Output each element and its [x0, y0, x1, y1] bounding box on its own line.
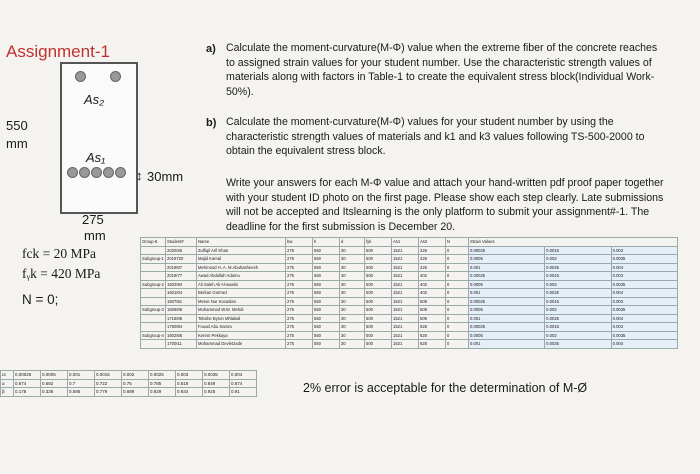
table-cell: 500 [365, 306, 392, 315]
factor-cell: 0.001 [68, 371, 95, 380]
table-cell: 402 [419, 272, 446, 281]
factor-cell: 0.91 [230, 388, 257, 397]
table-cell: 0.004 [611, 289, 677, 298]
table-cell: 30 [340, 306, 365, 315]
col-header: Student# [166, 238, 197, 247]
height-unit: mm [6, 136, 28, 151]
table-cell: 0.001 [469, 314, 545, 323]
table-cell: 550 [313, 306, 340, 315]
table-cell: 1502I94 [166, 280, 197, 289]
table-cell: 550 [313, 263, 340, 272]
table-cell: 1521 [392, 323, 419, 332]
question-a-label: a) [206, 43, 216, 55]
table-cell: 2019720 [166, 255, 197, 264]
table-cell: 550 [313, 297, 340, 306]
table-cell: 509 [419, 314, 446, 323]
factor-cell: 0.0035 [203, 371, 230, 380]
table-cell: 275 [286, 306, 313, 315]
table-cell: 500 [365, 272, 392, 281]
table-row [141, 246, 678, 255]
factor-cell: 0.934 [176, 388, 203, 397]
table-cell [141, 340, 166, 349]
table-cell: 1521 [392, 272, 419, 281]
table-cell: 275 [286, 340, 313, 349]
factor-cell: 0.0025 [149, 371, 176, 380]
table-cell: 0.002 [545, 255, 611, 264]
table-cell: 2019I07 [166, 263, 197, 272]
factor-table [0, 370, 257, 397]
table-cell: 0.0035 [611, 306, 677, 315]
table-cell: 0.0035 [611, 255, 677, 264]
error-footnote: 2% error is acceptable for the determination of M-Ø [303, 381, 588, 395]
table-cell: Awad Abdullah Adamu [197, 272, 286, 281]
table-cell: 0.00025 [469, 297, 545, 306]
table-cell: 0.002 [545, 306, 611, 315]
factor-cell: 0.779 [95, 388, 122, 397]
table-cell: 500 [365, 246, 392, 255]
table-cell: Fouad Abu Samra [197, 323, 286, 332]
width-dimension: 275 [82, 212, 104, 227]
table-cell: 550 [313, 246, 340, 255]
factor-cell: 0.0005 [41, 371, 68, 380]
table-cell: 30 [340, 272, 365, 281]
table-cell: 1601I04 [166, 289, 197, 298]
table-cell: 0 [446, 289, 469, 298]
table-cell: 30 [340, 340, 365, 349]
table-row [141, 306, 678, 315]
table-cell: 30 [340, 297, 365, 306]
col-header: Group-6 [141, 238, 166, 247]
table-cell: 30 [340, 255, 365, 264]
table-cell: 0.0005 [469, 280, 545, 289]
table-cell: 500 [365, 297, 392, 306]
bottom-rebar-icon [103, 167, 114, 178]
table-cell: 0.0005 [469, 306, 545, 315]
table-cell: 275 [286, 255, 313, 264]
table-cell: 0.0015 [545, 297, 611, 306]
table-cell: 0.0005 [469, 331, 545, 340]
table-cell: 0.0015 [545, 323, 611, 332]
table-cell: 30 [340, 289, 365, 298]
table-cell: 1521 [392, 297, 419, 306]
table-cell: 0 [446, 297, 469, 306]
col-header: Strain Values [469, 238, 678, 247]
factor-cell: 0.002 [122, 371, 149, 380]
table-cell: 550 [313, 280, 340, 289]
table-cell [141, 263, 166, 272]
factor-cell: 0.722 [95, 379, 122, 388]
table-cell: Subgroup-2 [142, 281, 164, 287]
factor-row [1, 379, 257, 388]
table-cell [141, 314, 166, 323]
table-cell: 275 [286, 280, 313, 289]
table-cell: 0.003 [611, 323, 677, 332]
factor-cell: α [1, 379, 14, 388]
table-row [141, 272, 678, 281]
table-cell: 0 [446, 280, 469, 289]
table-cell: 0.0015 [545, 272, 611, 281]
table-cell: 1521 [392, 306, 419, 315]
table-cell: 1521 [392, 280, 419, 289]
table-cell: 0 [446, 314, 469, 323]
table-cell: 500 [365, 289, 392, 298]
width-unit: mm [84, 228, 106, 243]
factor-cell: 0.818 [176, 379, 203, 388]
table-row [141, 297, 678, 306]
table-cell: 0.003 [611, 272, 677, 281]
table-cell: Tebohe Byron Mhlakali [197, 314, 286, 323]
table-row [141, 263, 678, 272]
col-header: h [313, 238, 340, 247]
table-row [141, 280, 678, 289]
col-header: Name [197, 238, 286, 247]
table-cell: 500 [365, 340, 392, 349]
factor-cell: 0.785 [149, 379, 176, 388]
table-cell: 275 [286, 323, 313, 332]
table-cell: 0.0025 [545, 314, 611, 323]
table-cell: 0.004 [611, 340, 677, 349]
table-cell [141, 323, 166, 332]
table-cell: 0 [446, 246, 469, 255]
table-cell: 500 [365, 255, 392, 264]
table-cell: Kerem Pekkaya [197, 331, 286, 340]
bottom-rebar-icon [91, 167, 102, 178]
factor-cell: 0.0015 [95, 371, 122, 380]
top-rebar-icon [110, 71, 121, 82]
table-cell: 1602I68 [166, 331, 197, 340]
table-cell: 550 [313, 323, 340, 332]
table-cell: 275 [286, 289, 313, 298]
table-cell: 275 [286, 314, 313, 323]
table-cell: 0.004 [611, 314, 677, 323]
table-cell: 226 [419, 263, 446, 272]
table-cell [141, 289, 166, 298]
table-cell: 30 [340, 314, 365, 323]
col-header: As2 [419, 238, 446, 247]
table-row [141, 314, 678, 323]
table-cell: 275 [286, 263, 313, 272]
top-reinforcement-label: As₂ [84, 92, 105, 107]
factor-cell: 0.004 [230, 371, 257, 380]
question-a-text: Calculate the moment-curvature(M-Φ) value when the extreme fiber of the concrete reaches to assigned strain values for your student number. Use the characteristic strength values of materials along with factors in Table-1 to create the equivalent stress block(Individual Work-50%). [226, 42, 658, 98]
factor-cell: 0.925 [203, 388, 230, 397]
table-cell: 628 [419, 340, 446, 349]
table-cell: 0.001 [469, 263, 545, 272]
table-cell: 500 [365, 314, 392, 323]
bottom-rebar-icon [115, 167, 126, 178]
table-cell: 275 [286, 331, 313, 340]
table-cell: 0.00025 [469, 272, 545, 281]
table-cell: 509 [419, 297, 446, 306]
table-cell: 275 [286, 246, 313, 255]
table-cell: 500 [365, 323, 392, 332]
table-cell: 0.003 [611, 246, 677, 255]
table-cell: 0.00025 [469, 246, 545, 255]
table-row [141, 323, 678, 332]
factor-cell: 0.7 [68, 379, 95, 388]
factor-cell: 0.874 [230, 379, 257, 388]
table-cell: 0 [446, 331, 469, 340]
table-cell: Subgroup-3 [142, 307, 164, 312]
table-row [141, 289, 678, 298]
bottom-reinforcement-label: As₁ [86, 150, 106, 165]
table-cell: 1521 [392, 340, 419, 349]
table-cell: 0.002 [545, 331, 611, 340]
table-cell: 1507I51 [166, 297, 197, 306]
factor-cell: 0.003 [176, 371, 203, 380]
question-b-label: b) [206, 117, 217, 129]
table-cell [141, 272, 166, 281]
factor-cell: β [1, 388, 14, 397]
col-header: N [446, 238, 469, 247]
table-cell: 30 [340, 323, 365, 332]
table-cell: 226 [419, 255, 446, 264]
table-cell: 0.002 [545, 280, 611, 289]
table-cell: 0 [446, 272, 469, 281]
table-cell: 402 [419, 280, 446, 289]
table-cell: 500 [365, 280, 392, 289]
cover-arrow-icon: ↕ [136, 168, 143, 183]
table-cell: Merve Nur Kocaslan [197, 297, 286, 306]
steel-strength: fᵧk = 420 MPa [22, 266, 101, 281]
table-cell: 550 [313, 255, 340, 264]
factor-row [1, 371, 257, 380]
bottom-rebar-icon [67, 167, 78, 178]
table-cell: 1521 [392, 263, 419, 272]
concrete-strength: fсk = 20 MPa [22, 246, 96, 261]
table-cell: 0 [446, 306, 469, 315]
table-cell: 0.0015 [545, 246, 611, 255]
table-cell: 628 [419, 331, 446, 340]
table-cell: 1521 [392, 331, 419, 340]
factor-cell: 0.929 [149, 388, 176, 397]
factor-cell: εc [1, 371, 14, 380]
table-cell: Mehmood H. A. M Abuhasheesh [197, 263, 286, 272]
factor-cell: 0.178 [14, 388, 41, 397]
factor-cell: 0.75 [122, 379, 149, 388]
table-cell: 0.003 [611, 297, 677, 306]
table-cell: 1521 [392, 289, 419, 298]
table-cell: 509 [419, 306, 446, 315]
table-cell: 1718I08 [166, 314, 197, 323]
table-cell [141, 246, 166, 255]
table-cell: Muhammad Devletzade [197, 340, 286, 349]
table-cell: 1521 [392, 246, 419, 255]
table-cell: 2020I25 [166, 246, 197, 255]
factor-cell: 0.336 [41, 388, 68, 397]
table-cell: 275 [286, 272, 313, 281]
factor-cell: 0.674 [14, 379, 41, 388]
table-cell: 550 [313, 272, 340, 281]
table-cell: 1760I84 [166, 323, 197, 332]
table-cell: 0.00025 [469, 323, 545, 332]
table-cell: 550 [313, 331, 340, 340]
table-cell: 0 [446, 340, 469, 349]
table-cell: 1521 [392, 314, 419, 323]
factor-cell: 0.889 [122, 388, 149, 397]
beam-section [60, 62, 138, 214]
table-cell: 628 [419, 323, 446, 332]
factor-cell: 0.00025 [14, 371, 41, 380]
table-cell: 0.0025 [545, 289, 611, 298]
table-cell: 0 [446, 323, 469, 332]
student-table [140, 237, 678, 349]
table-cell: 550 [313, 314, 340, 323]
table-cell: 226 [419, 246, 446, 255]
table-cell: 275 [286, 297, 313, 306]
col-header: fyk [365, 238, 392, 247]
table-row [141, 255, 678, 264]
question-b-text: Calculate the moment-curvature(M-Φ) values for your student number by using the characteristic strength values of materials and k1 and k3 values following TS-500-2000 to obtain the equivalent stress block. [226, 116, 645, 157]
col-header: d [340, 238, 365, 247]
factor-cell: 0.849 [203, 379, 230, 388]
table-cell: 30 [340, 263, 365, 272]
table-header-row [141, 238, 678, 247]
bottom-rebar-icon [79, 167, 90, 178]
table-cell: 30 [340, 331, 365, 340]
table-cell: 0.001 [469, 340, 545, 349]
factor-cell: 0.682 [41, 379, 68, 388]
table-cell: 30 [340, 246, 365, 255]
table-cell: 0.001 [469, 289, 545, 298]
table-cell: 1700I11 [166, 340, 197, 349]
table-cell: 1521 [392, 255, 419, 264]
table-cell: 2019I77 [166, 272, 197, 281]
axial-load: N = 0; [22, 292, 59, 307]
table-row [141, 340, 678, 349]
table-cell: Ali Saleh Ali Al-awalin [197, 280, 286, 289]
table-cell: 0.0035 [611, 331, 677, 340]
table-cell: 0 [446, 263, 469, 272]
table-cell: 0.0025 [545, 340, 611, 349]
table-cell: Zulfiqil Arif Khan [197, 246, 286, 255]
assignment-title: Assignment-1 [6, 42, 110, 61]
table-cell: 0.0005 [469, 255, 545, 264]
table-cell: 30 [340, 280, 365, 289]
table-cell: Subgroup-1 [142, 256, 164, 261]
instructions-text: Write your answers for each M-Φ value and attach your hand-written pdf proof paper together with your student ID photo on the first page. Please show each step clearly. Late submissions will not be accepted and Itslearning is the only platform to submit your assignment#-1. The deadline for the first submission is December 20. [226, 177, 664, 233]
table-cell: 500 [365, 331, 392, 340]
cover-dimension: 30mm [147, 169, 184, 184]
table-cell: Subgroup-4 [142, 332, 164, 338]
table-cell: Muhammed W.M. Mehdi [197, 306, 286, 315]
table-cell: 0.0035 [611, 280, 677, 289]
table-row [141, 331, 678, 340]
table-cell: 550 [313, 289, 340, 298]
table-cell: 0 [446, 255, 469, 264]
table-cell: 1506I06 [166, 306, 197, 315]
col-header: bw [286, 238, 313, 247]
table-cell: 550 [313, 340, 340, 349]
top-rebar-icon [75, 71, 86, 82]
table-cell: Berkan Gormez [197, 289, 286, 298]
table-cell: 500 [365, 263, 392, 272]
table-cell: 0.0025 [545, 263, 611, 272]
table-cell: 402 [419, 289, 446, 298]
factor-row [1, 388, 257, 397]
table-cell: Majid Kamal [197, 255, 286, 264]
table-cell [141, 297, 166, 306]
col-header: As1 [392, 238, 419, 247]
table-cell: 0.004 [611, 263, 677, 272]
height-dimension: 550 [6, 118, 28, 133]
factor-cell: 0.595 [68, 388, 95, 397]
